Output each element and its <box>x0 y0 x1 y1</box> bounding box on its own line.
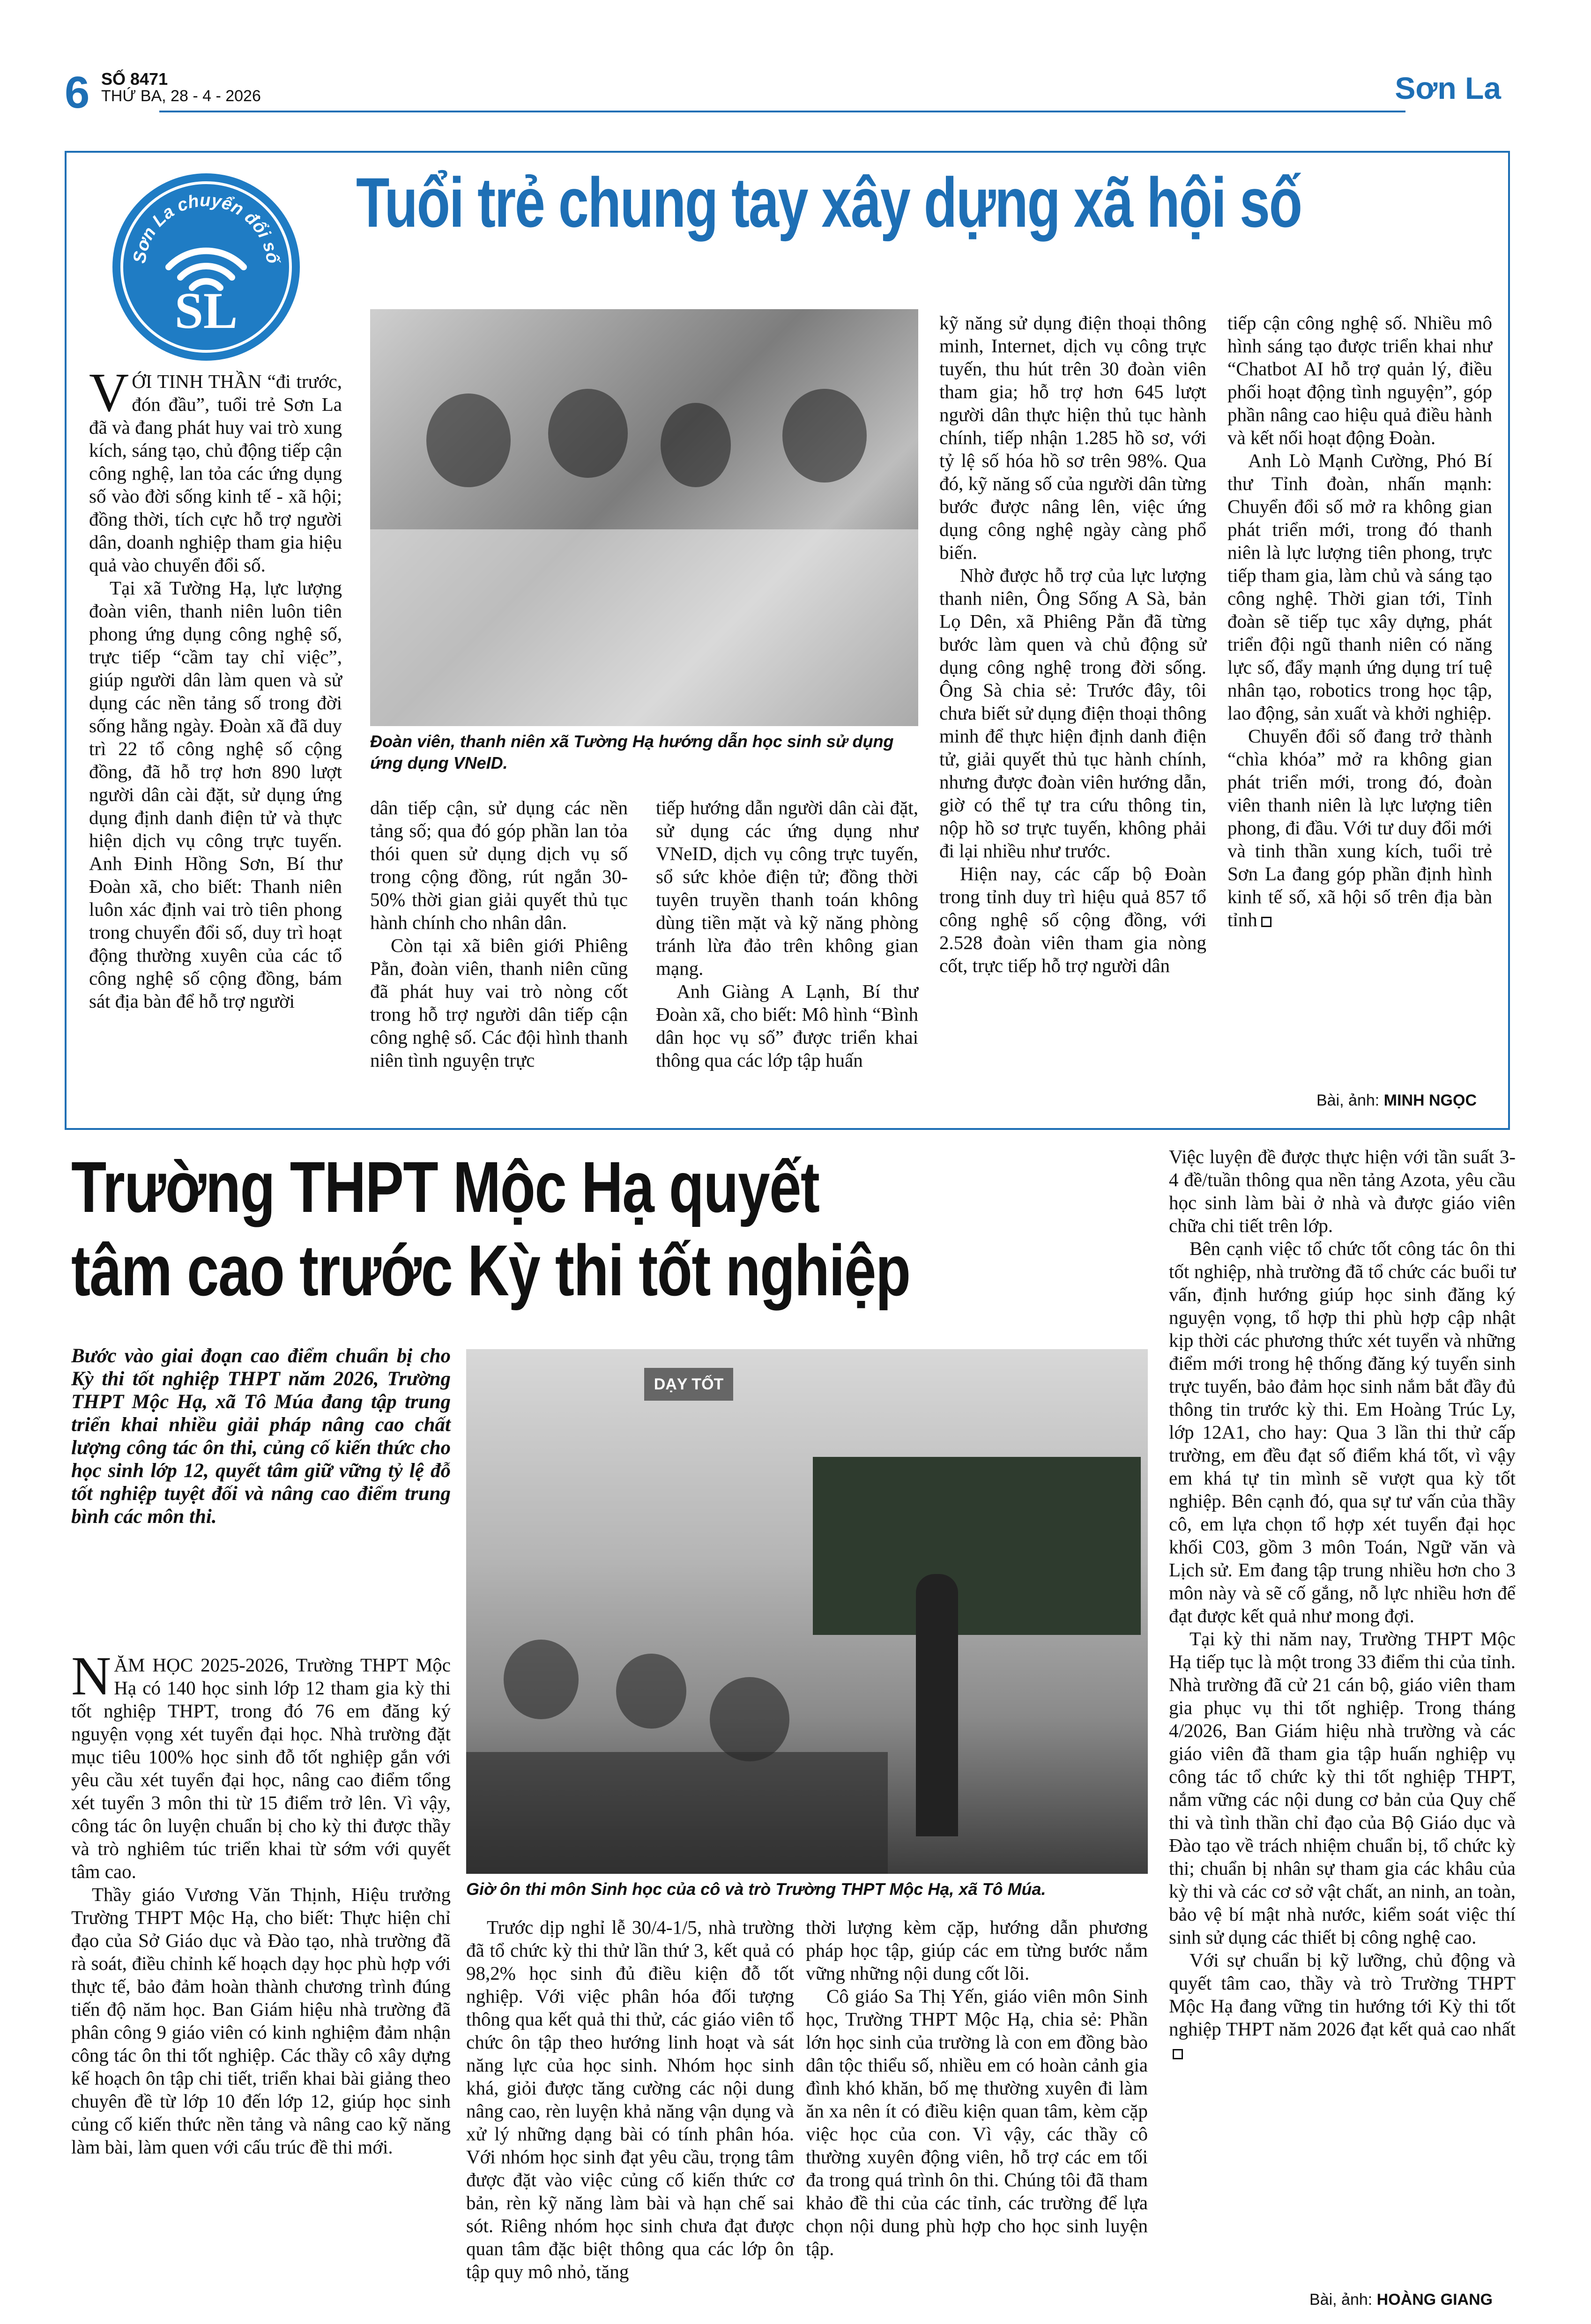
paragraph: Còn tại xã biên giới Phiêng Pằn, đoàn viên, thanh niên cũng đã phát huy vai trò nòng cốt trong hỗ trợ người dân tiếp cận công nghệ số. Các đội hình thanh niên tình nguyện trực <box>370 935 628 1071</box>
article-1-photo <box>370 309 918 726</box>
byline-label: Bài, ảnh: <box>1316 1091 1380 1109</box>
section-name: Sơn La <box>1385 73 1501 104</box>
issue-number: SỐ 8471 <box>101 69 168 89</box>
article-1-col-1 <box>89 362 342 1013</box>
paragraph: Nhờ được hỗ trợ của lực lượng thanh niên, Ông Sống A Sà, bản Lọ Dên, xã Phiêng Pằn đã từng bước làm quen và chủ động sử dụng công nghệ trong đời sống. Ông Sà chia sẻ: Trước đây, tôi chưa biết sử dụng điện thoại thông minh để thực hiện định danh điện tử, giải quyết thủ tục hành chính, nhưng được đoàn viên hướng dẫn, giờ có thể tự tra cứu thông tin, nộp hồ sơ trực tuyến, không phải đi lại nhiều như trước. <box>939 564 1206 861</box>
paragraph-text: Chuyển đổi số đang trở thành “chìa khóa” mở ra không gian phát triển mới, trong đó, đoàn viên thanh niên là lực lượng tiên phong, đi đầu. Với tư duy đổi mới và tinh thần xung kích, tuổi trẻ Sơn La đang góp phần định hình kinh tế số, xã hội số trên địa bàn tỉnh <box>1227 725 1492 930</box>
paragraph-text: Với sự chuẩn bị kỹ lưỡng, chủ động và quyết tâm cao, thầy và trò Trường THPT Mộc Hạ đang vững tin hướng tới Kỳ thi tốt nghiệp THPT năm 2026 đạt kết quả cao nhất <box>1169 1949 1516 2040</box>
article-1-photo-caption: Đoàn viên, thanh niên xã Tường Hạ hướng dẫn học sinh sử dụng ứng dụng VNeID. <box>370 732 894 772</box>
article-2-col-3 <box>806 1916 1148 2260</box>
byline-label: Bài, ảnh: <box>1309 2291 1373 2309</box>
article-2-photo <box>466 1349 1148 1874</box>
drop-cap: V <box>89 362 129 423</box>
paragraph: Anh Lò Mạnh Cường, Phó Bí thư Tỉnh đoàn, nhấn mạnh: Chuyển đổi số mở ra không gian phát triển mới, trong đó thanh niên là lực lượng tiên phong, trực tiếp tham gia, làm chủ và sáng tạo công nghệ. Thời gian tới, Tỉnh đoàn sẽ tiếp tục xây dựng, phát triển đội ngũ thanh niên có năng lực số, đẩy mạnh ứng dụng trí tuệ nhân tạo, robotics trong học tập, lao động, sản xuất và khởi nghiệp. <box>1227 450 1492 724</box>
paragraph: Tại xã Tường Hạ, lực lượng đoàn viên, thanh niên luôn tiên phong ứng dụng công nghệ số, trực tiếp “cầm tay chỉ việc”, giúp người dân làm quen và sử dụng các nền tảng số trong đời sống hằng ngày. Đoàn xã đã duy trì 22 tổ công nghệ số cộng đồng, đã hỗ trợ hơn 890 lượt người dân cài đặt, sử dụng ứng dụng định danh điện tử và thực hiện dịch vụ công trực tuyến. Anh Đinh Hồng Sơn, Bí thư Đoàn xã, cho biết: Thanh niên luôn xác định vai trò tiên phong trong chuyển đổi số, duy trì hoạt động thường xuyên của các tổ công nghệ số cộng đồng, bám sát địa bàn để hỗ trợ người <box>89 577 342 1012</box>
lead-in: ỚI TINH THẦN <box>132 371 262 392</box>
article-2-title: Trường THPT Mộc Hạ quyết tâm cao trước Kỳ thi tốt nghiệp <box>71 1147 910 1311</box>
svg-text:SL: SL <box>174 282 238 339</box>
paragraph: Trước dịp nghỉ lễ 30/4-1/5, nhà trường đã tổ chức kỳ thi thử lần thứ 3, kết quả có 98,2% học sinh đủ điều kiện đỗ tốt nghiệp. Với việc phân hóa đối tượng thông qua kết quả thi thử, các giáo viên tổ chức ôn tập theo hướng linh hoạt và sát năng lực của học sinh. Nhóm học sinh khá, giỏi được tăng cường các nội dung nâng cao, rèn luyện khả năng vận dụng và xử lý những dạng bài có tính phân hóa. Với nhóm học sinh đạt yêu cầu, trọng tâm được đặt vào việc củng cố kiến thức cơ bản, rèn kỹ năng làm bài và hạn chế sai sót. Riêng nhóm học sinh chưa đạt được quan tâm đặc biệt thông qua các lớp ôn tập quy mô nhỏ, tăng <box>466 1916 794 2282</box>
article-2-col-2 <box>466 1916 794 2283</box>
drop-cap: N <box>71 1645 112 1707</box>
byline-name: MINH NGỌC <box>1383 1091 1477 1109</box>
wifi-sl-logo-icon <box>112 173 300 361</box>
paragraph <box>1169 1949 1516 2064</box>
article-2-lead: Bước vào giai đoạn cao điểm chuẩn bị cho Kỳ thi tốt nghiệp THPT năm 2026, Trường THPT Mộc Hạ, xã Tô Múa đang tập trung triển khai nhiều giải pháp nâng cao chất lượng công tác ôn thi, củng cố kiến thức cho học sinh lớp 12, quyết tâm giữ vững tỷ lệ đỗ tốt nghiệp tuyệt đối và nâng cao điểm trung bình các môn thi. <box>71 1345 451 1528</box>
paragraph-text: “đi trước, đón đầu”, tuổi trẻ Sơn La đã và đang phát huy vai trò xung kích, sáng tạo, chủ động tiếp cận công nghệ, lan tỏa các ứng dụng số vào đời sống kinh tế - xã hội; đồng thời, tích cực hỗ trợ người dân, doanh nghiệp tham gia hiệu quả vào chuyển đổi số. <box>89 371 342 576</box>
article-2-photo-caption: Giờ ôn thi môn Sinh học của cô và trò Trường THPT Mộc Hạ, xã Tô Múa. <box>466 1879 1046 1899</box>
article-1-col-4 <box>939 312 1206 977</box>
paragraph: Tại kỳ thi năm nay, Trường THPT Mộc Hạ tiếp tục là một trong 33 điểm thi của tỉnh. Nhà trường đã cử 21 cán bộ, giáo viên tham gia phục vụ thi tốt nghiệp. Trong tháng 4/2026, Ban Giám hiệu nhà trường và các giáo viên đã tham gia tập huấn nghiệp vụ công tác tổ chức kỳ thi tốt nghiệp THPT, nắm vững các nội dung cơ bản của Quy chế thi và tình thần chỉ đạo của Bộ Giáo dục và Đào tạo về trách nhiệm chuẩn bị, tổ chức kỳ thi; chuẩn bị nhân sự tham gia các khâu của kỳ thi và các cơ sở vật chất, an ninh, an toàn, bảo vệ bí mật nhà nước, kiểm soát việc thí sinh sử dụng các thiết bị công nghệ cao. <box>1169 1628 1516 1948</box>
classroom-sign: DẠY TỐT <box>644 1368 733 1401</box>
end-mark-icon <box>1173 2049 1183 2059</box>
article-2-col-1 <box>71 1645 451 2159</box>
byline-name: HOÀNG GIANG <box>1376 2291 1493 2309</box>
paragraph: Việc luyện đề được thực hiện với tần suất 3-4 đề/tuần thông qua nền tảng Azota, yêu cầu học sinh làm bài ở nhà và được giáo viên chữa chi tiết trên lớp. <box>1169 1146 1516 1236</box>
issue-info <box>101 70 261 104</box>
logo-text: Sơn La chuyển đổi số <box>129 190 283 265</box>
paragraph: Bên cạnh việc tổ chức tốt công tác ôn thi tốt nghiệp, nhà trường đã tổ chức các buổi tư vấn, định hướng giúp học sinh đăng ký nguyện vọng, tổ hợp thi phù hợp cập nhật kịp thời các phương thức xét tuyển và những điểm mới trong hệ thống đăng ký tuyển sinh trực tuyến, bảo đảm học sinh nắm bắt đầy đủ thông tin trước kỳ thi. Em Hoàng Trúc Ly, lớp 12A1, cho hay: Qua 3 lần thi thử cấp trường, em đều đạt số điểm khá tốt, vì vậy em khá tự tin mình sẽ vượt qua kỳ tốt nghiệp. Bên cạnh đó, qua sự tư vấn của thầy cô, em lựa chọn tổ hợp xét tuyển đại học khối C03, gồm 3 môn Toán, Ngữ văn và Lịch sử. Em đang tập trung nhiều hơn cho 3 môn này và sẽ cố gắng, nỗ lực nhiều hơn để đạt được kết quả như mong đợi. <box>1169 1238 1516 1626</box>
paragraph: Hiện nay, các cấp bộ Đoàn trong tỉnh duy trì hiệu quả 857 tổ công nghệ số cộng đồng, với 2.528 đoàn viên tham gia nòng cốt, trực tiếp hỗ trợ người dân <box>939 863 1206 976</box>
paragraph: tiếp hướng dẫn người dân cài đặt, sử dụng các ứng dụng như VNeID, dịch vụ công trực tuyến, sổ sức khỏe điện tử; đồng thời tuyên truyền thanh toán không dùng tiền mặt và kỹ năng phòng tránh lừa đảo trên không gian mạng. <box>656 797 918 979</box>
article-1-col-3 <box>656 796 918 1072</box>
article-2-col-4 <box>1169 1145 1516 2064</box>
paragraph: tiếp cận công nghệ số. Nhiều mô hình sáng tạo được triển khai như “Chatbot AI hỗ trợ quản lý, điều phối hoạt động tình nguyện”, góp phần nâng cao hiệu quả điều hành và kết nối hoạt động Đoàn. <box>1227 312 1492 448</box>
paragraph: kỹ năng sử dụng điện thoại thông minh, Internet, dịch vụ công trực tuyến, thu hút trên 30 đoàn viên tham gia; hỗ trợ hơn 645 lượt người dân thực hiện thủ tục hành chính, tiếp nhận 1.285 hồ sơ, với tỷ lệ số hóa hồ sơ trên 98%. Qua đó, kỹ năng số của người dân từng bước được nâng lên, việc ứng dụng công nghệ ngày càng phổ biến. <box>939 312 1206 563</box>
page-number: 6 <box>65 67 90 118</box>
article-1-col-2 <box>370 796 628 1072</box>
end-mark-icon <box>1261 917 1271 927</box>
article-1-title: Tuổi trẻ chung tay xây dựng xã hội số <box>356 163 1301 242</box>
paragraph: Cô giáo Sa Thị Yến, giáo viên môn Sinh học, Trường THPT Mộc Hạ, chia sẻ: Phần lớn học sinh của trường là con em đồng bào dân tộc thiểu số, nhiều em có hoàn cảnh gia đình khó khăn, bố mẹ thường xuyên đi làm ăn xa nên ít có điều kiện quan tâm, kèm cặp việc học của con. Vì vậy, các thầy cô thường xuyên động viên, hỗ trợ các em tối đa trong quá trình ôn thi. Chúng tôi đã tham khảo đề thi của các tỉnh, các trường để lựa chọn nội dung phù hợp cho học sinh luyện tập. <box>806 1985 1148 2259</box>
paragraph: dân tiếp cận, sử dụng các nền tảng số; qua đó góp phần lan tỏa thói quen sử dụng dịch vụ số trong cộng đồng, rút ngắn 30-50% thời gian giải quyết thủ tục hành chính cho nhân dân. <box>370 797 628 933</box>
paragraph-text: 2025-2026, Trường THPT Mộc Hạ có 140 học sinh lớp 12 tham gia kỳ thi tốt nghiệp THPT, trong đó 76 em đăng ký nguyện vọng xét tuyển đại học. Nhà trường đặt mục tiêu 100% học sinh đỗ tốt nghiệp gắn với yêu cầu xét tuyển đại học, nâng cao điểm tổng xét tuyển 3 môn thi từ 15 điểm trở lên. Vì vậy, công tác ôn luyện chuẩn bị cho kỳ thi được thầy và trò nghiêm túc triển khai từ sớm với quyết tâm cao. <box>71 1654 451 1882</box>
article-1-byline <box>1316 1091 1477 1110</box>
svg-text:Sơn La chuyển đổi số <box>130 191 283 266</box>
paragraph <box>71 1645 451 1883</box>
article-1-col-5 <box>1227 312 1492 931</box>
lead-in: ĂM HỌC <box>114 1654 193 1676</box>
paragraph <box>1227 725 1492 931</box>
issue-date: THỨ BA, 28 - 4 - 2026 <box>101 87 261 105</box>
header-rule <box>159 111 1405 112</box>
paragraph <box>89 362 342 577</box>
article-2-byline <box>1309 2291 1493 2309</box>
paragraph: Anh Giàng A Lạnh, Bí thư Đoàn xã, cho biết: Mô hình “Bình dân học vụ số” được triển khai thông qua các lớp tập huấn <box>656 980 918 1071</box>
paragraph: Thầy giáo Vương Văn Thịnh, Hiệu trưởng Trường THPT Mộc Hạ, cho biết: Thực hiện chỉ đạo của Sở Giáo dục và Đào tạo, nhà trường đã rà soát, điều chỉnh kế hoạch dạy học phù hợp với thực tế, bảo đảm hoàn thành chương trình đúng tiến độ năm học. Ban Giám hiệu nhà trường đã phân công 9 giáo viên có kinh nghiệm đảm nhận công tác ôn thi tốt nghiệp. Các thầy cô xây dựng kế hoạch ôn tập chi tiết, triển khai bài giảng theo chuyên đề từ lớp 10 đến lớp 12, giúp học sinh củng cố kiến thức nền tảng và nâng cao kỹ năng làm bài, làm quen với cấu trúc đề thi mới. <box>71 1884 451 2158</box>
paragraph: thời lượng kèm cặp, hướng dẫn phương pháp học tập, giúp các em từng bước nắm vững những nội dung cốt lõi. <box>806 1916 1148 1984</box>
